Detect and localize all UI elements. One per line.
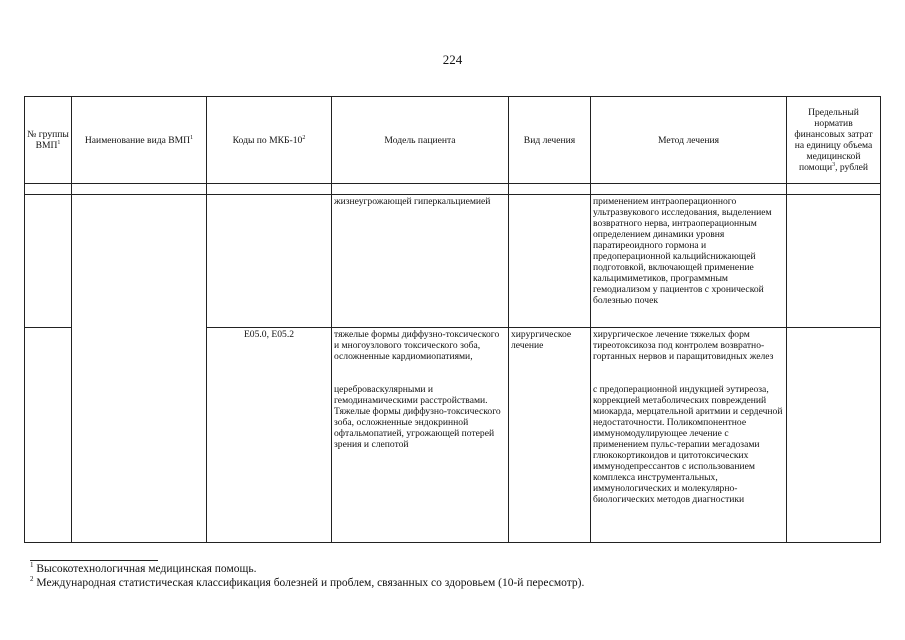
- cell-model: [332, 328, 509, 543]
- header-treatment-method: Метод лечения: [591, 97, 787, 184]
- cell-name: [72, 195, 207, 543]
- method-text-part2: с предоперационной индукцией эутиреоза, коррекцией метаболических повреждений миокарда, мерцательной аритмии и сердечной недостаточности. Поликомпонентное иммуномодулирующее лечение с применением пульс-терапии мегадозами глюкокортикоидов и цитотоксических иммунодепрессантов с использованием комплекса инструментальных, иммунологических и молекулярно-биологических методов диагностики: [593, 384, 783, 505]
- header-row: [25, 97, 881, 184]
- cell-model: жизнеугрожающей гиперкальциемией: [332, 195, 509, 328]
- cell-codes: E05.0, E05.2: [207, 328, 332, 543]
- footnote-1: $^1$ Высокотехнологичная медицинская помощь.: [30, 561, 257, 575]
- header-treatment-type: Вид лечения: [509, 97, 591, 184]
- header-cost-norm: Предельный норматив финансовых затрат на единицу объема медицинской помощи$^3$, рублей: [787, 97, 881, 184]
- vmp-table: [24, 96, 881, 543]
- method-text-part1: хирургическое лечение тяжелых форм тиреотоксикоза под контролем возвратно-гортанных нервов и паращитовидных желез: [593, 329, 774, 362]
- header-group-number: № группы ВМП$^1$: [25, 97, 72, 184]
- table-row: [25, 195, 881, 328]
- footnotes: [30, 560, 584, 590]
- footnote-divider: [30, 560, 158, 561]
- model-text-part2: цереброваскулярными и гемодинамическими расстройствами. Тяжелые формы диффузно-токсического зоба, осложненные эндокринной офтальмопатией, угрожающей потерей зрения и слепотой: [334, 384, 501, 450]
- cell-method: применением интраоперационного ультразвукового исследования, выделением возвратного нерва, интраоперационным определением динамики уровня паратиреоидного гормона и предоперационной кальцийснижающей подготовкой, включающей применение кальцимиметиков, программным гемодиализом у пациентов с хронической болезнью почек: [591, 195, 787, 328]
- footnote-2: $^2$ Международная статистическая классификация болезней и проблем, связанных со здоровьем (10-й пересмотр).: [30, 575, 585, 589]
- cell-codes: [207, 195, 332, 328]
- model-text-part1: тяжелые формы диффузно-токсического и многоузлового токсического зоба, осложненные кардиомиопатиями,: [334, 329, 500, 362]
- header-vmp-name: Наименование вида ВМП$^1$: [72, 97, 207, 184]
- header-spacer-row: [25, 184, 881, 195]
- cell-treatment-type: [509, 195, 591, 328]
- cell-method: [591, 328, 787, 543]
- cell-cost: [787, 328, 881, 543]
- cell-cost: [787, 195, 881, 328]
- cell-group: [25, 328, 72, 543]
- header-icd-codes: Коды по МКБ-$10^2$: [207, 97, 332, 184]
- cell-group: [25, 195, 72, 328]
- cell-treatment-type: хирургическое лечение: [509, 328, 591, 543]
- page-number: 224: [442, 52, 463, 67]
- header-patient-model: Модель пациента: [332, 97, 509, 184]
